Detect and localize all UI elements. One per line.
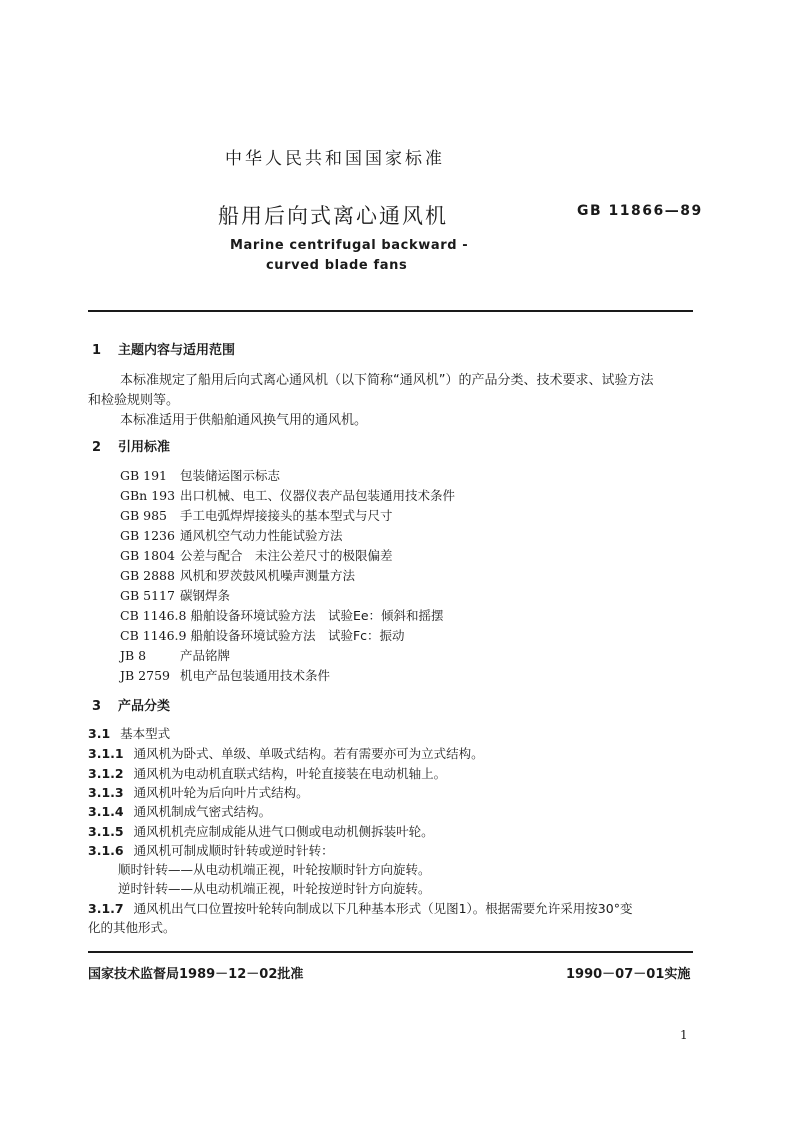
- clause-text: 基本型式: [120, 726, 171, 741]
- reference-name: 产品铭牌: [179, 648, 230, 663]
- document-title-cn: 船用后向式离心通风机: [218, 204, 448, 228]
- clause-3-1-7: [88, 899, 632, 917]
- reference-code: GBn 193: [120, 488, 176, 503]
- clause-number: 3.1.5: [88, 824, 124, 839]
- reference-code: GB 1236: [120, 528, 175, 543]
- clause-3-1-7-cont: 化的其他形式。: [88, 920, 176, 935]
- reference-name: 手工电弧焊焊接接头的基本型式与尺寸: [179, 508, 393, 523]
- reference-item: [120, 566, 355, 584]
- reference-item: [120, 466, 280, 484]
- section-1-paragraph-1: 本标准规定了船用后向式离心通风机（以下简称“通风机”）的产品分类、技术要求、试验方法: [120, 373, 654, 388]
- clause-3-1-6-clockwise: 顺时针转——从电动机端正视，叶轮按顺时针方向旋转。: [118, 862, 431, 877]
- clause-number: 3.1.7: [88, 901, 124, 916]
- reference-code: GB 2888: [120, 568, 175, 583]
- reference-code: JB 8: [120, 648, 147, 663]
- reference-code: GB 1804: [120, 548, 175, 563]
- clause-3-1-4: [88, 802, 271, 820]
- clause-text: 通风机机壳应制成能从进气口侧或电动机侧拆装叶轮。: [133, 824, 434, 839]
- page-number: 1: [680, 1028, 688, 1042]
- section-number: 2: [92, 440, 102, 455]
- clause-3-1-1: [88, 744, 484, 762]
- document-title-en-line2: curved blade fans: [266, 258, 408, 273]
- clause-3-1-3: [88, 783, 309, 801]
- clause-number: 3.1: [88, 726, 111, 741]
- section-2-heading: [92, 436, 170, 455]
- reference-item: [120, 666, 330, 684]
- section-1-heading: [92, 339, 235, 358]
- reference-code: CB 1146.9: [120, 628, 187, 643]
- reference-name: 通风机空气动力性能试验方法: [179, 528, 343, 543]
- approval-date: 国家技术监督局1989－12－02批准: [88, 967, 304, 982]
- footer-divider: [88, 951, 693, 953]
- section-title: 引用标准: [118, 440, 171, 455]
- section-3-heading: [92, 695, 170, 714]
- reference-name: 碳钢焊条: [179, 588, 230, 603]
- effective-date: 1990－07－01实施: [566, 967, 691, 982]
- clause-3-1-2: [88, 764, 446, 782]
- section-1-paragraph-1-cont: 和检验规则等。: [88, 393, 180, 408]
- document-title-en-line1: Marine centrifugal backward -: [230, 238, 469, 253]
- section-number: 3: [92, 699, 102, 714]
- national-standard-heading: 中华人民共和国国家标准: [225, 149, 445, 169]
- reference-item: [120, 646, 230, 664]
- reference-item: [120, 626, 405, 644]
- clause-number: 3.1.6: [88, 843, 124, 858]
- clause-text: 通风机为卧式、单级、单吸式结构。若有需要亦可为立式结构。: [133, 746, 484, 761]
- clause-number: 3.1.2: [88, 766, 124, 781]
- section-title: 主题内容与适用范围: [118, 343, 236, 358]
- standard-code: GB 11866—89: [577, 203, 703, 219]
- clause-3-1-5: [88, 822, 434, 840]
- clause-number: 3.1.3: [88, 785, 124, 800]
- reference-name: 公差与配合 未注公差尺寸的极限偏差: [179, 548, 393, 563]
- reference-item: [120, 586, 230, 604]
- clause-text: 通风机叶轮为后向叶片式结构。: [133, 785, 309, 800]
- reference-code: GB 985: [120, 508, 168, 523]
- reference-name: 出口机械、电工、仪器仪表产品包装通用技术条件: [179, 488, 455, 503]
- reference-code: CB 1146.8: [120, 608, 187, 623]
- reference-name: 船舶设备环境试验方法 试验Fc：振动: [190, 628, 405, 643]
- clause-number: 3.1.1: [88, 746, 124, 761]
- section-1-paragraph-2: 本标准适用于供船舶通风换气用的通风机。: [120, 413, 368, 428]
- clause-text: 通风机为电动机直联式结构，叶轮直接装在电动机轴上。: [133, 766, 447, 781]
- header-divider: [88, 310, 693, 312]
- clause-3-1: [88, 724, 170, 742]
- clause-3-1-6-counterclockwise: 逆时针转——从电动机端正视，叶轮按逆时针方向旋转。: [118, 881, 431, 896]
- clause-text: 通风机制成气密式结构。: [133, 804, 272, 819]
- reference-name: 机电产品包装通用技术条件: [179, 668, 330, 683]
- reference-code: GB 5117: [120, 588, 175, 603]
- clause-number: 3.1.4: [88, 804, 124, 819]
- reference-item: [120, 546, 393, 564]
- section-number: 1: [92, 343, 102, 358]
- reference-item: [120, 606, 444, 624]
- clause-text: 通风机可制成顺时针转或逆时针转：: [133, 843, 334, 858]
- section-title: 产品分类: [118, 699, 171, 714]
- reference-item: [120, 526, 343, 544]
- reference-name: 风机和罗茨鼓风机噪声测量方法: [179, 568, 355, 583]
- reference-name: 包装储运图示标志: [179, 468, 280, 483]
- reference-item: [120, 506, 393, 524]
- reference-item: [120, 486, 455, 504]
- reference-code: GB 191: [120, 468, 168, 483]
- clause-3-1-6: [88, 841, 334, 859]
- clause-text: 通风机出气口位置按叶轮转向制成以下几种基本形式（见图1）。根据需要允许采用按30°变: [133, 901, 633, 916]
- reference-name: 船舶设备环境试验方法 试验Ee：倾斜和摇摆: [190, 608, 444, 623]
- reference-code: JB 2759: [120, 668, 170, 683]
